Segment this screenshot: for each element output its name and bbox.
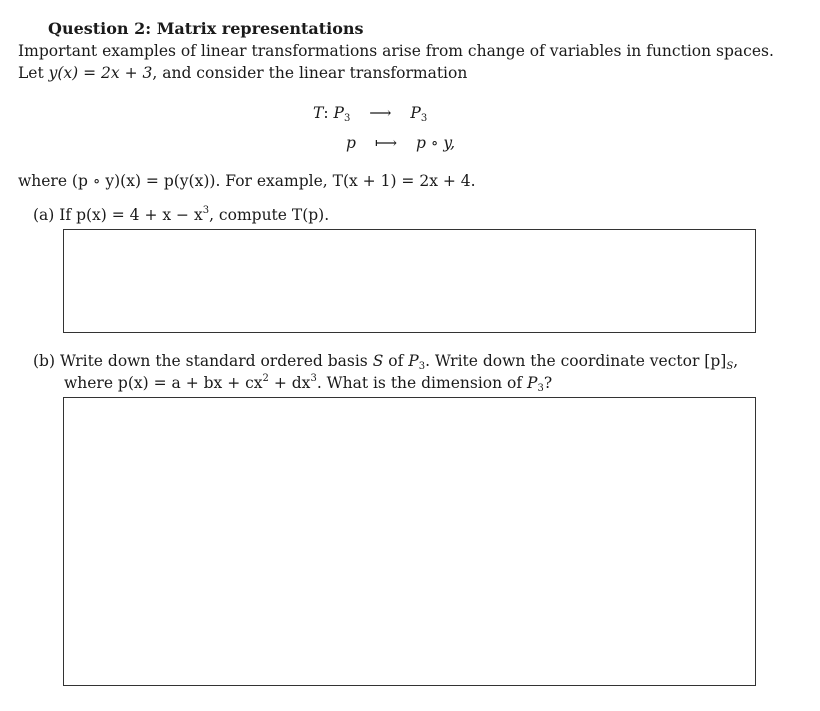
map-codomain-sub: 3 [420,113,428,124]
coord-sub: S [726,361,734,372]
map-domain: P [333,104,344,122]
intro-line-2 [18,62,467,84]
map-element: p [346,134,356,152]
map-arrow: ⟶ [369,104,392,122]
part-b-prompt-line-1 [33,350,738,372]
part-b-line1-mid2: . Write down the coordinate vector [p] [425,352,727,370]
intro-line-2-post: , and consider the linear transformation [152,64,468,82]
map-domain-sub: 3 [343,113,351,124]
intro-line-1: Important examples of linear transformations arise from change of variables in function spaces. [18,42,774,60]
part-b-line2-space-sub: 3 [537,383,544,394]
basis-symbol: S [372,352,384,370]
mapping-row-element [346,132,455,154]
part-b-space-sub: 3 [418,361,426,372]
map-name: T [313,104,324,122]
part-b-line2-space: P [527,374,538,392]
part-b-line2-end: ? [543,374,553,392]
part-b-prompt-line-2 [64,372,552,394]
part-b-line2-mid: + dx [268,374,311,392]
part-a-text-post: , compute T(p). [209,206,330,224]
part-b-space: P [408,352,419,370]
y-definition: y(x) = 2x + 3 [48,64,153,82]
mapping-row-domain: T: $P_3$ ⟶ $P_3$ [313,104,428,124]
part-b-label: (b) [33,352,56,370]
map-image: p ∘ y, [416,134,456,152]
where-line: where (p ∘ y)(x) = p(y(x)). For example, T(x + 1) = 2x + 4. [18,172,476,190]
intro-line-2-pre: Let [18,64,49,82]
part-b-line1-pre: Write down the standard ordered basis [59,352,373,370]
part-a-exponent: 3 [202,205,210,216]
part-b-line2-mid2: . What is the dimension of [316,374,528,392]
part-b-line2-pre: where p(x) = a + bx + cx [64,374,263,392]
part-b-sup3: 3 [310,373,317,384]
map-codomain: P [410,104,421,122]
part-b-sup2: 2 [262,373,269,384]
map-mapsto: ⟼ [374,134,398,152]
part-b-line1-mid: of [383,352,409,370]
part-a-answer-box[interactable] [63,229,756,333]
part-a-text-pre: If p(x) = 4 + x − x [59,206,203,224]
part-b-answer-box[interactable] [63,397,756,686]
part-a-prompt [33,204,329,226]
question-title: Question 2: Matrix representations [48,19,364,38]
part-b-line1-end: , [733,352,739,370]
part-a-text [59,206,329,224]
part-a-label: (a) [33,206,55,224]
